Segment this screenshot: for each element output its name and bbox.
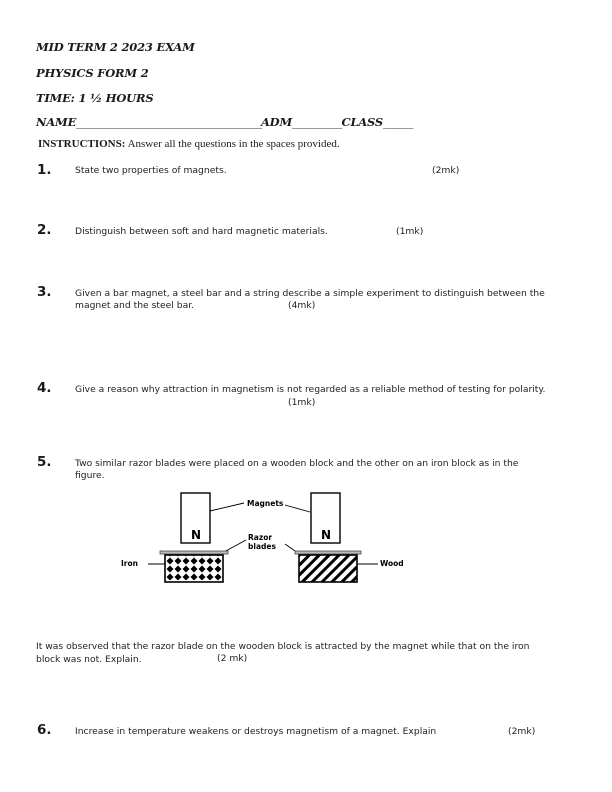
question-number-6: 6. <box>37 722 52 738</box>
iron-label: Iron <box>121 559 138 568</box>
subject-title: PHYSICS FORM 2 <box>36 66 149 80</box>
instructions <box>38 138 340 150</box>
right-magnet <box>311 493 340 543</box>
instructions-text: Answer all the questions in the spaces provided. <box>125 138 340 150</box>
question-number-2: 2. <box>37 222 52 238</box>
left-razor-blade <box>160 551 228 554</box>
adm-field[interactable]: __________ <box>291 115 342 129</box>
magnets-label: Magnets <box>247 499 284 508</box>
razor-label-line2: blades <box>248 542 276 551</box>
left-magnet-pole: N <box>190 528 202 542</box>
question-marks-6: (2mk) <box>508 726 536 737</box>
question-text-3-line2: magnet and the steel bar. <box>75 300 195 311</box>
time-allowed: TIME: 1 ½ HOURS <box>36 91 154 105</box>
class-field[interactable]: ______ <box>383 115 413 129</box>
question-number-4: 4. <box>37 380 52 396</box>
right-razor-blade <box>295 551 361 554</box>
question-marks-3: (4mk) <box>288 300 316 311</box>
adm-label: ADM <box>260 115 292 129</box>
question-marks-1: (2mk) <box>432 165 460 176</box>
name-field[interactable]: __________________________________________ <box>76 115 261 129</box>
exam-title: MID TERM 2 2023 EXAM <box>36 40 195 54</box>
wood-block <box>299 555 357 582</box>
student-details-line <box>36 115 413 129</box>
question-text-5-line2: figure. <box>75 470 105 481</box>
question-text-2: Distinguish between soft and hard magnetic materials. <box>75 226 328 237</box>
magnet-razor-blade-figure <box>110 485 410 595</box>
question-marks-4: (1mk) <box>288 397 316 408</box>
question-text-3-line1: Given a bar magnet, a steel bar and a string describe a simple experiment to distinguish between the <box>75 288 545 299</box>
question-number-3: 3. <box>37 284 52 300</box>
question-number-1: 1. <box>37 162 52 178</box>
question-text-5-line1: Two similar razor blades were placed on a wooden block and the other on an iron block as in the <box>75 458 519 469</box>
question-5-followup-line1: It was observed that the razor blade on the wooden block is attracted by the magnet while that on the iron <box>36 641 530 652</box>
question-marks-2: (1mk) <box>396 226 424 237</box>
question-marks-5: (2 mk) <box>217 653 248 664</box>
instructions-label: INSTRUCTIONS: <box>38 138 126 150</box>
question-text-4: Give a reason why attraction in magnetism is not regarded as a reliable method of testing for polarity. <box>75 384 546 395</box>
question-5-followup-line2: block was not. Explain. <box>36 654 142 665</box>
iron-block <box>165 555 223 582</box>
right-magnet-pole: N <box>320 528 332 542</box>
class-label: CLASS <box>341 115 384 129</box>
razor-label-line1: Razor <box>248 533 273 542</box>
wood-label: Wood <box>380 559 404 568</box>
name-label: NAME <box>36 115 77 129</box>
question-text-1: State two properties of magnets. <box>75 165 227 176</box>
left-magnet <box>181 493 210 543</box>
question-text-6: Increase in temperature weakens or destroys magnetism of a magnet. Explain <box>75 726 437 737</box>
question-number-5: 5. <box>37 454 52 470</box>
